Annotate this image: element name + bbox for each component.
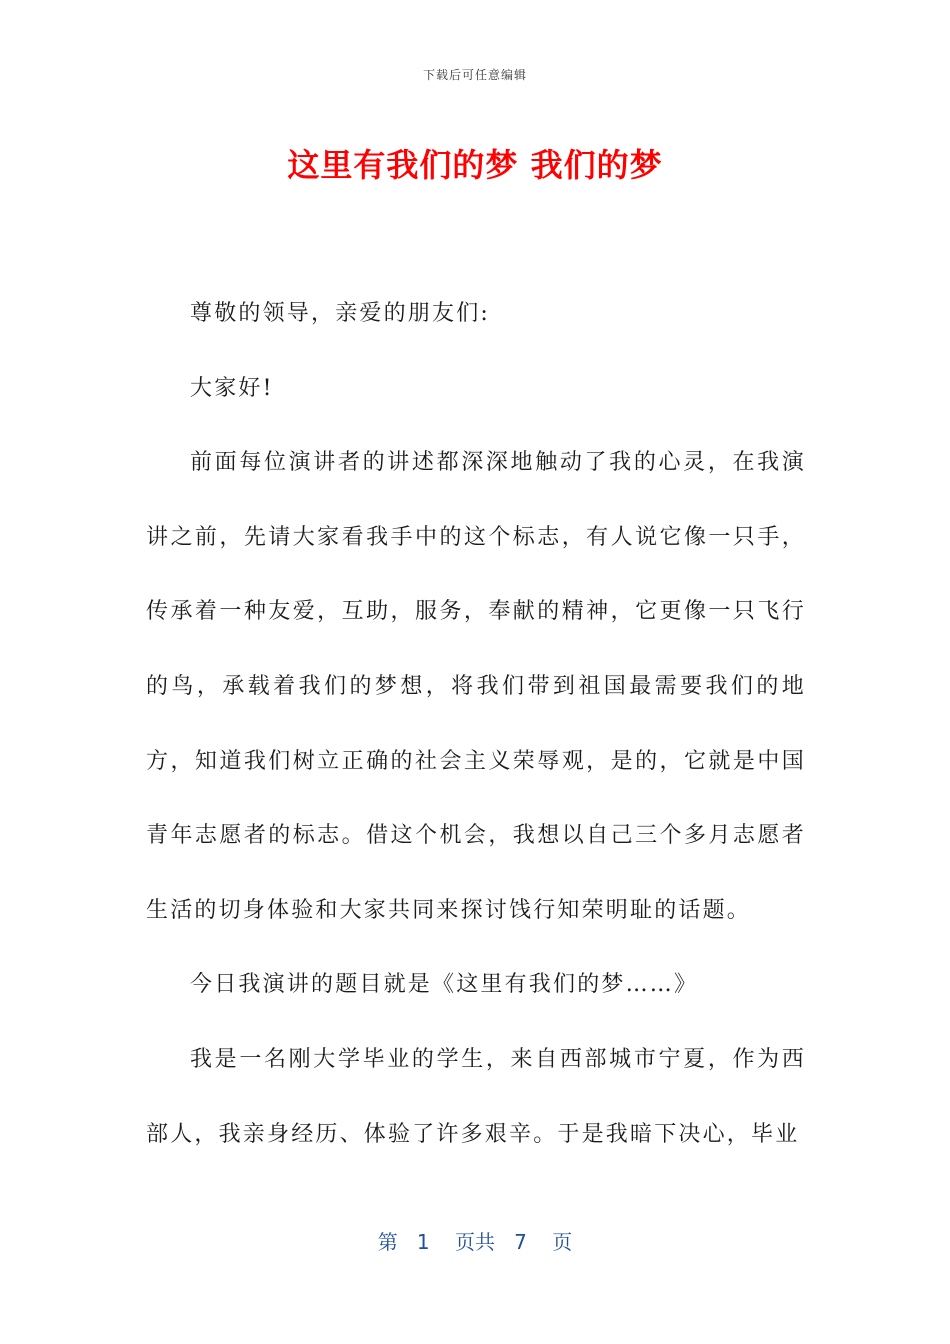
paragraph-salutation: 尊敬的领导，亲爱的朋友们: [190,301,491,326]
page-number-footer [0,1226,950,1255]
current-page-number: 1 [416,1230,430,1254]
paragraph-intro: 前面每位演讲者的讲述都深深地触动了我的心灵，在我演讲之前，先请大家看我手中的这个标志，有人说它像一只手，传承着一种友爱，互助，服务，奉献的精神，它更像一只飞行的鸟，承载着我们的梦想，将我们带到祖国最需要我们的地方，知道我们树立正确的社会主义荣辱观，是的，它就是中国青年志愿者的标志。借这个机会，我想以自己三个多月志愿者生活的切身体验和大家共同来探讨饯行知荣明耻的话题。 [146,450,806,923]
total-pages-number: 7 [514,1230,527,1254]
page-label-suffix: 页 [552,1230,573,1254]
paragraph-topic: 今日我演讲的题目就是《这里有我们的梦……》 [190,972,699,998]
paragraph-background: 我是一名刚大学毕业的学生，来自西部城市宁夏，作为西部人，我亲身经历、体验了许多艰辛。于是我暗下决心，毕业 [146,1046,806,1147]
document-body [146,277,806,1172]
page-label-prefix: 第 [377,1230,398,1254]
paragraph-greeting: 大家好! [190,375,274,401]
document-title: 这里有我们的梦 我们的梦 [287,146,663,184]
header-note: 下载后可任意编辑 [422,68,527,82]
page-label-mid: 页共 [455,1230,495,1254]
